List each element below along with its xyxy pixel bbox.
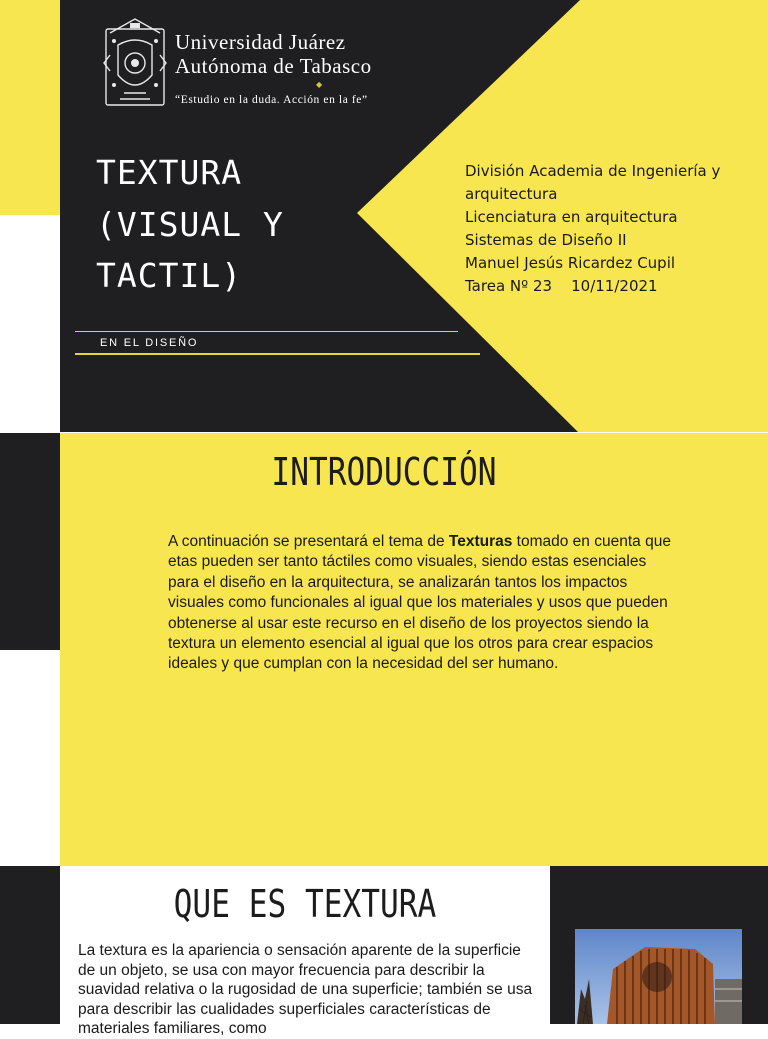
info-line: arquitectura: [465, 185, 558, 203]
info-line: Sistemas de Diseño II: [465, 231, 627, 249]
que-es-title: QUE ES TEXTURA: [173, 882, 437, 926]
cover-yellow-strip: [0, 0, 60, 215]
university-seal-icon: [100, 15, 170, 109]
intro-bold-term: Texturas: [448, 533, 513, 550]
divider-line: [75, 353, 480, 355]
intro-paragraph: [168, 532, 678, 675]
cover-title-line3: TACTIL): [96, 256, 243, 295]
cover-title-line1: TEXTURA: [96, 153, 243, 192]
cover-slide: [60, 0, 768, 432]
intro-title: INTRODUCCIÓN: [271, 450, 497, 494]
info-line: Licenciatura en arquitectura: [465, 208, 678, 226]
university-motto: “Estudio en la duda. Acción en la fe”: [175, 94, 368, 106]
cover-white-strip: [0, 215, 60, 433]
divider-line: [75, 331, 458, 332]
que-es-paragraph: La textura es la apariencia o sensación aparente de la superficie de un objeto, se usa con mayor frecuencia para describir la suavidad relativa o la rugosidad de una superficie; también se usa para describir las cualidades superficiales características de materiales familiares, como: [78, 942, 533, 1037]
course-info: [465, 160, 755, 298]
info-line: División Academia de Ingeniería y: [465, 162, 721, 180]
university-name-line1: Universidad Juárez: [175, 30, 346, 54]
intro-text: A continuación se presentará el tema de: [168, 533, 449, 550]
ornament-diamond-icon: ◆: [316, 80, 323, 89]
intro-white-strip: [0, 650, 60, 866]
info-line: Tarea Nº 23 10/11/2021: [465, 277, 658, 295]
info-line: Manuel Jesús Ricardez Cupil: [465, 254, 676, 272]
cover-subtitle: EN EL DISEÑO: [100, 337, 199, 349]
cover-title-line2: (VISUAL Y: [96, 205, 284, 244]
intro-text: tomado en cuenta que etas pueden ser tanto táctiles como visuales, siendo estas esenciales para el diseño en la arquitectura, se analizarán tantos los impactos visuales como funcionales al igual que los materiales y usos que pueden obtenerse al usar este recurso en el diseño de los proyectos siendo la textura un elemento esencial al igual que los otros para crear espacios ideales y que cumplan con la necesidad del ser humano.: [168, 533, 671, 673]
intro-dark-strip: [0, 433, 60, 650]
textured-building-photo: [575, 929, 742, 1024]
university-name-line2: Autónoma de Tabasco: [175, 54, 372, 78]
